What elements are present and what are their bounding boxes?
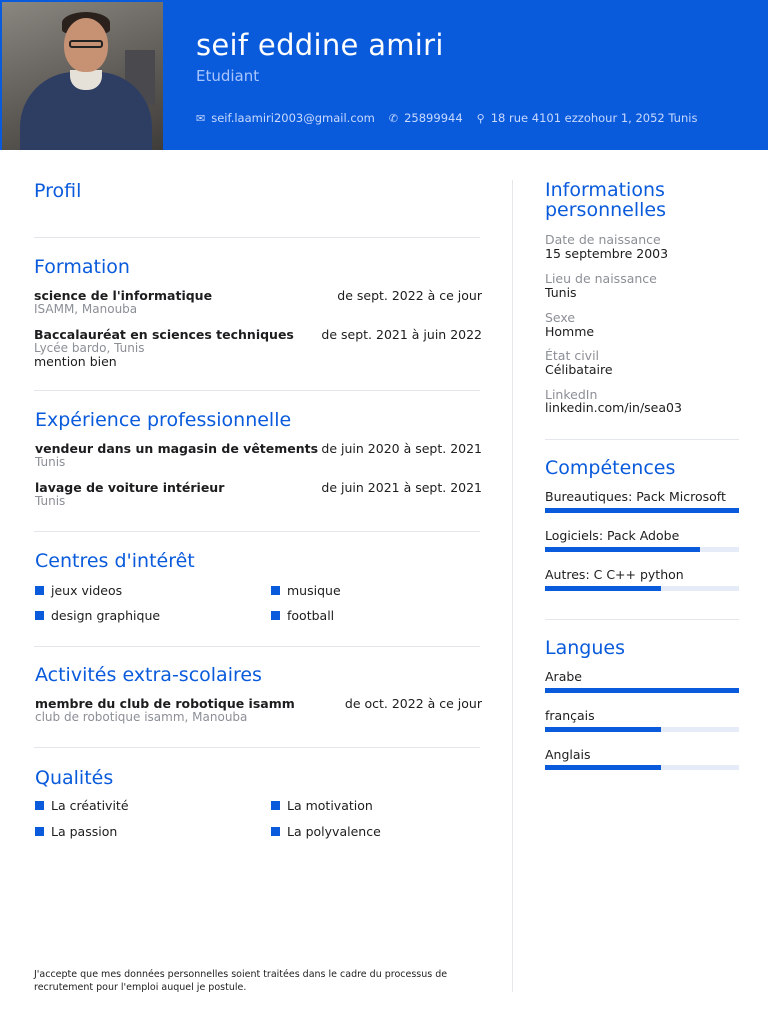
interest-item: football	[271, 608, 334, 623]
info-value: 15 septembre 2003	[545, 246, 669, 261]
section-title-langues: Langues	[545, 637, 625, 659]
entry-note: mention bien	[34, 354, 117, 369]
candidate-title: Etudiant	[196, 67, 260, 85]
candidate-name: seif eddine amiri	[196, 28, 444, 62]
skill-bar	[545, 547, 739, 552]
contact-phone[interactable]	[389, 111, 463, 125]
section-title-formation: Formation	[34, 256, 130, 278]
interest-item: design graphique	[35, 608, 160, 623]
entry-dates: de sept. 2022 à ce jour	[337, 288, 482, 303]
activity-entry	[35, 696, 482, 724]
skill-label: Autres: C C++ python	[545, 567, 684, 582]
entry-place: club de robotique isamm, Manouba	[35, 710, 248, 724]
section-title-interets: Centres d'intérêt	[35, 550, 195, 572]
quality-item: La polyvalence	[271, 824, 381, 839]
interest-item: musique	[271, 583, 341, 598]
square-bullet-icon	[35, 827, 44, 836]
entry-title: lavage de voiture intérieur	[35, 480, 225, 495]
section-title-profil: Profil	[34, 180, 82, 202]
quality-item: La motivation	[271, 798, 373, 813]
skill-bar-fill	[545, 508, 739, 513]
envelope-icon: ✉	[196, 111, 206, 125]
entry-title: vendeur dans un magasin de vêtements	[35, 441, 319, 456]
entry-dates: de juin 2020 à sept. 2021	[321, 441, 482, 456]
profile-photo	[2, 2, 163, 150]
divider	[34, 531, 480, 532]
column-divider	[512, 180, 513, 992]
language-label: Anglais	[545, 747, 591, 762]
phone-icon: ✆	[388, 111, 399, 125]
language-bar-fill	[545, 765, 661, 770]
divider	[545, 619, 739, 620]
divider	[34, 237, 480, 238]
entry-title: science de l'informatique	[34, 288, 213, 303]
language-bar	[545, 765, 739, 770]
entry-title: Baccalauréat en sciences techniques	[34, 327, 294, 342]
entry-place: Lycée bardo, Tunis	[34, 341, 145, 355]
info-value: Homme	[545, 324, 595, 339]
contact-email[interactable]	[196, 111, 375, 125]
section-title-experience: Expérience professionnelle	[35, 409, 292, 431]
entry-place: Tunis	[35, 455, 66, 469]
consent-notice: J'accepte que mes données personnelles soient traitées dans le cadre du processus de recrutement pour l'emploi auquel je postule.	[34, 969, 448, 993]
language-bar-fill	[545, 727, 661, 732]
square-bullet-icon	[271, 827, 280, 836]
info-label: État civil	[545, 348, 600, 363]
info-label: Sexe	[545, 310, 576, 325]
skill-bar	[545, 508, 739, 513]
square-bullet-icon	[271, 586, 280, 595]
contact-address	[477, 111, 698, 125]
square-bullet-icon	[271, 611, 280, 620]
section-title-competences: Compétences	[545, 457, 676, 479]
email-text: seif.laamiri2003@gmail.com	[211, 111, 375, 125]
skill-bar-fill	[545, 547, 700, 552]
interest-item: jeux videos	[35, 583, 122, 598]
formation-entry	[34, 327, 482, 369]
divider	[34, 646, 480, 647]
language-label: français	[545, 708, 595, 723]
language-bar	[545, 688, 739, 693]
section-title-activites: Activités extra-scolaires	[35, 664, 262, 686]
entry-place: Tunis	[35, 494, 66, 508]
info-label: Date de naissance	[545, 232, 661, 247]
entry-place: ISAMM, Manouba	[34, 302, 138, 316]
skill-bar-fill	[545, 586, 661, 591]
contact-bar	[196, 111, 711, 125]
header-banner	[0, 0, 768, 150]
info-value: Tunis	[545, 285, 577, 300]
skill-bar	[545, 586, 739, 591]
divider	[34, 747, 480, 748]
language-bar	[545, 727, 739, 732]
formation-entry	[34, 288, 482, 316]
experience-entry	[35, 441, 482, 469]
divider	[34, 390, 480, 391]
location-pin-icon: ⚲	[476, 111, 485, 125]
entry-dates: de juin 2021 à sept. 2021	[321, 480, 482, 495]
phone-text: 25899944	[404, 111, 463, 125]
entry-dates: de oct. 2022 à ce jour	[344, 696, 482, 711]
divider	[545, 439, 739, 440]
info-label: Lieu de naissance	[545, 271, 657, 286]
section-title-qualites: Qualités	[35, 767, 114, 789]
info-label: LinkedIn	[545, 387, 598, 402]
quality-item: La passion	[35, 824, 117, 839]
linkedin-link[interactable]: linkedin.com/in/sea03	[545, 400, 682, 415]
language-bar-fill	[545, 688, 739, 693]
experience-entry	[35, 480, 482, 508]
skill-label: Logiciels: Pack Adobe	[545, 528, 680, 543]
address-text: 18 rue 4101 ezzohour 1, 2052 Tunis	[490, 111, 698, 125]
section-title-infos: Informations personnelles	[545, 179, 667, 221]
entry-dates: de sept. 2021 à juin 2022	[321, 327, 482, 342]
square-bullet-icon	[35, 586, 44, 595]
info-value: Célibataire	[545, 362, 613, 377]
square-bullet-icon	[35, 801, 44, 810]
language-label: Arabe	[545, 669, 582, 684]
square-bullet-icon	[271, 801, 280, 810]
square-bullet-icon	[35, 611, 44, 620]
skill-label: Bureautiques: Pack Microsoft	[545, 489, 726, 504]
entry-title: membre du club de robotique isamm	[35, 696, 295, 711]
quality-item: La créativité	[35, 798, 129, 813]
